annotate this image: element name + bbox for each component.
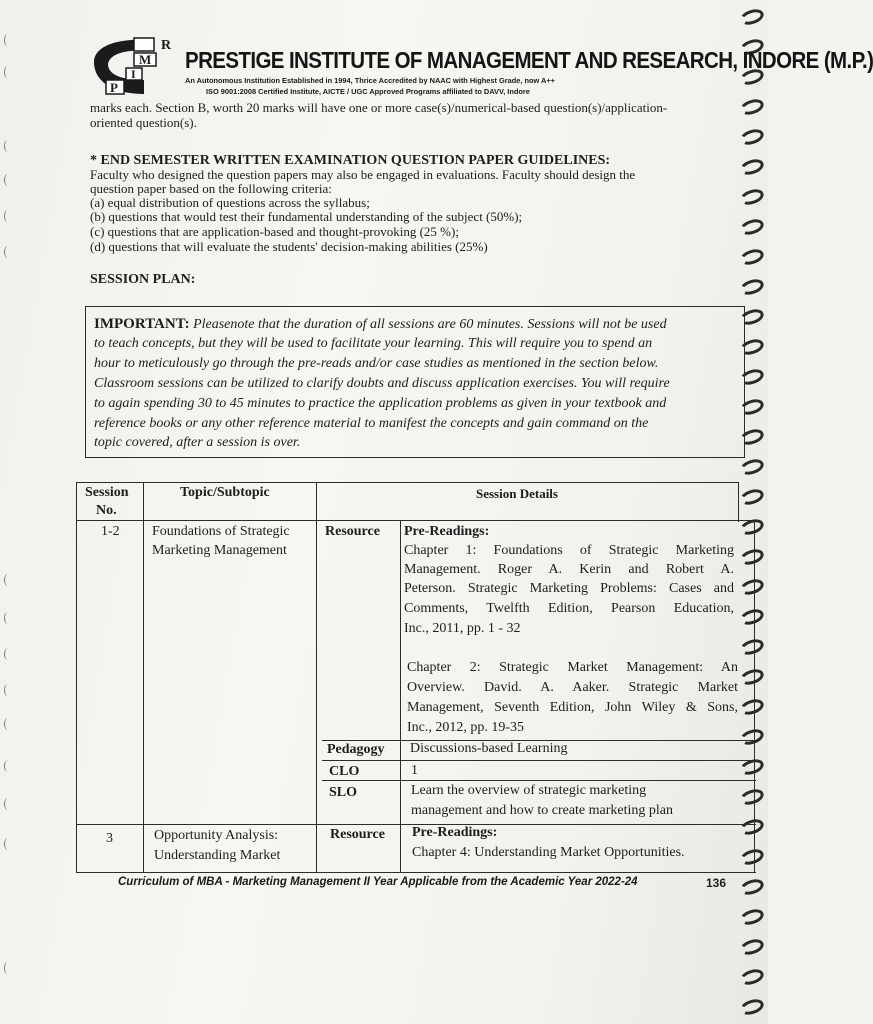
- spiral-ring: [738, 277, 765, 298]
- footer-curriculum-text: Curriculum of MBA - Marketing Management II Year Applicable from the Academic Year 2022-24: [118, 876, 638, 888]
- spiral-ring: [738, 907, 765, 928]
- criteria-b: (b) questions that would test their fundamental understanding of the subject (50%);: [90, 209, 523, 224]
- row3-resource-label: Resource: [330, 827, 385, 842]
- row1-resource-label: Resource: [325, 524, 380, 539]
- important-label: IMPORTANT:: [94, 316, 190, 332]
- spiral-ring: [738, 457, 765, 478]
- spiral-ring: [738, 967, 765, 988]
- row1-reading2-line1: Chapter 2: Strategic Market Management: An: [407, 660, 738, 675]
- row1-slo-2: management and how to create marketing plan: [411, 803, 674, 818]
- row1-pedagogy: Discussions-based Learning: [410, 741, 568, 756]
- institute-logo: [88, 34, 180, 100]
- row1-slo-1: Learn the overview of strategic marketing: [411, 783, 647, 798]
- row1-topic-2: Marketing Management: [152, 543, 287, 558]
- header-session-no-1: Session: [85, 485, 129, 500]
- table-border-left: [76, 482, 77, 872]
- col-divider-1: [143, 482, 144, 872]
- header-topic: Topic/Subtopic: [180, 485, 270, 500]
- row3-reading1-line1: Chapter 4: Understanding Market Opportunities.: [412, 845, 685, 860]
- page-number: 136: [706, 876, 727, 890]
- logo-letter-p: P: [110, 80, 118, 95]
- important-line-7: topic covered, after a session is over.: [94, 435, 301, 450]
- row1-reading1-line1: Chapter 1: Foundations of Strategic Marketing: [404, 543, 734, 558]
- row1-reading2-line2: Overview. David. A. Aaker. Strategic Market: [407, 680, 738, 695]
- important-note-box: [85, 306, 745, 458]
- spiral-ring: [738, 997, 765, 1018]
- row1-session: 1-2: [101, 524, 120, 539]
- row1-topic-1: Foundations of Strategic: [152, 524, 290, 539]
- spiral-ring: [738, 187, 765, 208]
- row1-slo-label: SLO: [329, 785, 358, 800]
- spiral-ring: [738, 937, 765, 958]
- spiral-ring: [738, 157, 765, 178]
- table-border-right-top: [738, 482, 739, 522]
- row3-prereadings-label: Pre-Readings:: [412, 825, 498, 840]
- spiral-ring: [738, 127, 765, 148]
- spiral-ring: [738, 217, 765, 238]
- spiral-ring: [738, 97, 765, 118]
- end-sem-heading: * END SEMESTER WRITTEN EXAMINATION QUESTION PAPER GUIDELINES:: [90, 153, 611, 168]
- row1-reading1-line3: Peterson. Strategic Marketing Problems: Cases and: [404, 581, 734, 596]
- important-line-1: [94, 317, 667, 332]
- col-divider-3: [400, 520, 401, 872]
- col-divider-2: [316, 482, 317, 872]
- row1-prereadings-label: Pre-Readings:: [404, 524, 490, 539]
- criteria-d: (d) questions that will evaluate the students' decision-making abilities (25%): [90, 239, 488, 254]
- row1-reading1-line5: Inc., 2011, pp. 1 - 32: [404, 621, 521, 636]
- end-sem-line-1: Faculty who designed the question papers may also be engaged in evaluations. Faculty should design the: [90, 167, 636, 182]
- row-divider-clo: [322, 760, 756, 761]
- logo-letter-r: R: [161, 38, 172, 53]
- row1-clo: 1: [411, 763, 418, 778]
- spiral-ring: [738, 247, 765, 268]
- table-border-top: [76, 482, 738, 483]
- end-sem-line-2: question paper based on the following criteria:: [90, 181, 332, 196]
- important-line-6: reference books or any other reference material to manifest the concepts and gain command on the: [94, 416, 649, 431]
- table-header-divider: [76, 520, 756, 521]
- session-plan-heading: SESSION PLAN:: [90, 272, 196, 287]
- row-divider-slo: [322, 780, 756, 781]
- spiral-ring: [738, 7, 765, 28]
- important-line-4: Classroom sessions can be utilized to clarify doubts and discuss application exercises. You will require: [94, 376, 670, 391]
- institute-header: [88, 34, 873, 104]
- punch-holes: [0, 0, 20, 1024]
- row3-session: 3: [106, 831, 113, 846]
- spiral-ring: [738, 877, 765, 898]
- intro-line-2: oriented question(s).: [90, 115, 197, 130]
- important-text-1: Pleasenote that the duration of all sessions are 60 minutes. Sessions will not be used: [193, 317, 667, 332]
- table-border-right: [754, 520, 755, 872]
- session-table: [76, 482, 756, 872]
- header-session-details: Session Details: [476, 486, 558, 501]
- important-line-3: hour to meticulously go through the pre-reads and/or case studies as mentioned in the section below.: [94, 356, 659, 371]
- institute-subtitle-1: An Autonomous Institution Established in 1994, Thrice Accredited by NAAC with Highest Grade, now A++: [185, 76, 555, 85]
- logo-letter-i: I: [131, 67, 136, 81]
- row1-pedagogy-label: Pedagogy: [327, 742, 385, 757]
- logo-letter-m: M: [139, 52, 152, 67]
- important-line-2: to teach concepts, but they will be used to facilitate your learning. This will require you to spend an: [94, 336, 653, 351]
- row1-reading2-line3: Management, Seventh Edition, John Wiley & Sons,: [407, 700, 738, 715]
- institute-subtitle-2: ISO 9001:2008 Certified Institute, AICTE / UGC Approved Programs affiliated to DAVV, Indore: [206, 87, 530, 96]
- criteria-c: (c) questions that are application-based and thought-provoking (25 %);: [90, 224, 459, 239]
- row1-clo-label: CLO: [329, 764, 360, 779]
- intro-line-1: marks each. Section B, worth 20 marks will have one or more case(s)/numerical-based question(s)/application-: [90, 100, 668, 115]
- row1-reading1-line2: Management. Roger A. Kerin and Robert A.: [404, 562, 734, 577]
- criteria-a: (a) equal distribution of questions across the syllabus;: [90, 195, 370, 210]
- header-session-no-2: No.: [96, 503, 117, 518]
- row3-topic-2: Understanding Market: [154, 848, 281, 863]
- institute-name: PRESTIGE INSTITUTE OF MANAGEMENT AND RESEARCH, INDORE (M.P.): [185, 48, 873, 74]
- important-line-5: to again spending 30 to 45 minutes to practice the application problems as given in your textbook and: [94, 396, 667, 411]
- row1-reading1-line4: Comments, Twelfth Edition, Pearson Education,: [404, 601, 734, 616]
- row1-reading2-line4: Inc., 2012, pp. 19-35: [407, 720, 525, 735]
- row3-topic-1: Opportunity Analysis:: [154, 828, 279, 843]
- table-border-bottom: [76, 872, 756, 873]
